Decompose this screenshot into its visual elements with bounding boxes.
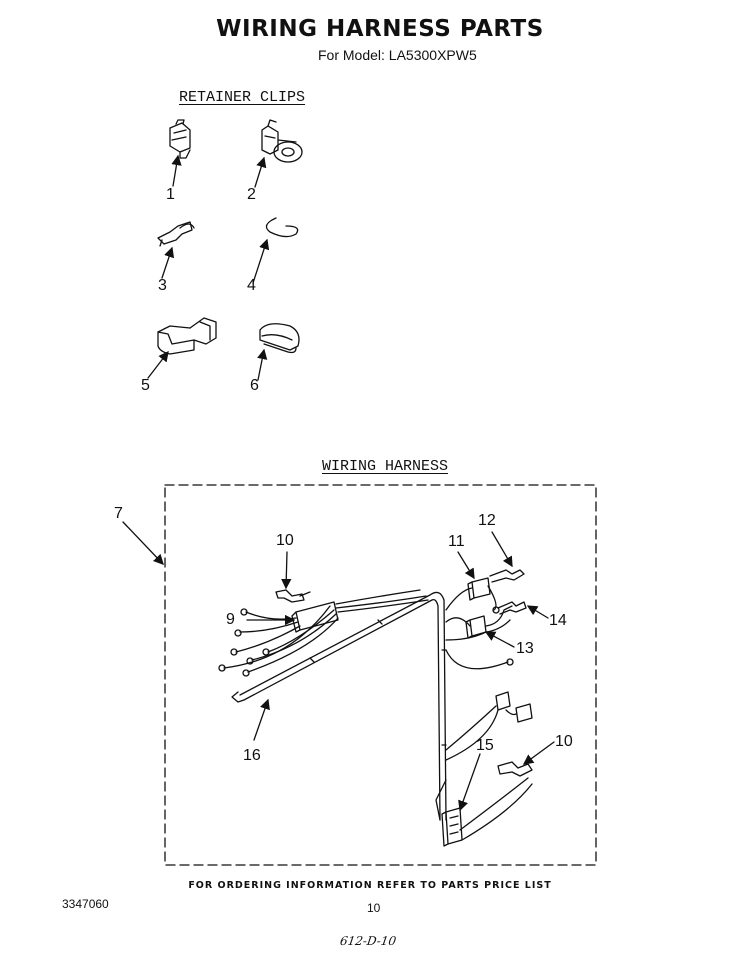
retainer-clips-heading: RETAINER CLIPS: [179, 89, 306, 106]
leader-line-10a: [286, 552, 287, 588]
callout-1: 1: [166, 186, 175, 203]
leader-line-6: [258, 350, 264, 380]
leader-line-5: [148, 352, 168, 378]
callout-15: 15: [476, 737, 494, 754]
leader-line-16: [254, 700, 268, 740]
callout-6: 6: [250, 377, 259, 394]
document-part-number: 3347060: [62, 897, 109, 911]
callout-10-lower: 10: [555, 733, 573, 750]
page-title: WIRING HARNESS PARTS: [216, 16, 544, 42]
retainer-clip-2: [262, 120, 302, 162]
leader-line-3: [162, 248, 172, 278]
callout-4: 4: [247, 277, 256, 294]
page-number: 10: [367, 901, 381, 915]
leader-line-13: [486, 632, 514, 647]
leader-line-7: [123, 522, 163, 564]
callout-9: 9: [226, 611, 235, 628]
callout-5: 5: [141, 377, 150, 394]
retainer-clip-4: [266, 218, 297, 237]
retainer-clip-6: [260, 324, 299, 353]
retainer-clip-3: [158, 222, 194, 246]
retainer-clip-5: [158, 318, 216, 354]
callout-13: 13: [516, 640, 534, 657]
model-number: For Model: LA5300XPW5: [318, 47, 477, 63]
callout-2: 2: [247, 186, 256, 203]
leader-line-11: [458, 552, 474, 578]
wiring-harness-heading: WIRING HARNESS: [322, 458, 449, 475]
callout-7: 7: [114, 505, 123, 522]
callout-16: 16: [243, 747, 261, 764]
callout-10-upper: 10: [276, 532, 294, 549]
retainer-clip-1: [170, 120, 190, 158]
ordering-note: FOR ORDERING INFORMATION REFER TO PARTS PRICE LIST: [188, 880, 552, 891]
callout-12: 12: [478, 512, 496, 529]
leader-line-1: [173, 156, 178, 186]
leader-line-12: [492, 532, 512, 566]
wiring-harness-assembly: [219, 570, 532, 846]
callout-14: 14: [549, 612, 567, 629]
leader-line-14: [528, 606, 548, 618]
callout-11: 11: [448, 533, 465, 550]
leader-line-10b: [524, 742, 554, 764]
handwritten-code: 612-D-10: [339, 934, 398, 948]
leader-line-2: [255, 158, 264, 187]
leader-line-15: [460, 754, 480, 810]
callout-3: 3: [158, 277, 167, 294]
harness-frame: [165, 485, 596, 865]
